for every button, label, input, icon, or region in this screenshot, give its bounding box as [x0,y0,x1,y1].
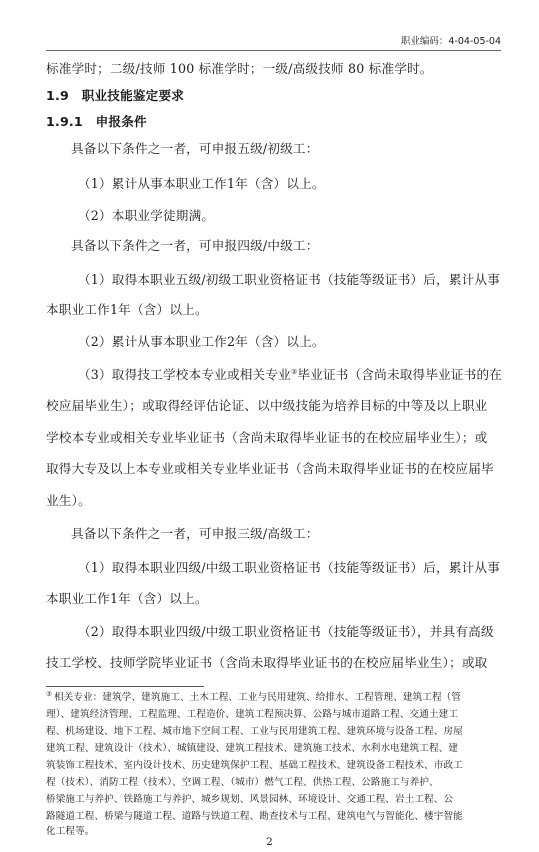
footnote-line: 桥梁施工与养护、铁路施工与养护、城乡规划、风景园林、环境设计、交通工程、岩土工程、公 [46,794,454,805]
text-line: （1）取得本职业四级/中级工职业资格证书（技能等级证书）后，累计从事 [78,560,501,575]
text-line: （1）取得本职业五级/初级工职业资格证书（技能等级证书）后，累计从事 [78,272,501,287]
text-line: 校应届毕业生）；或取得经评估论证、以中级技能为培养目标的中等及以上职业 [46,398,488,413]
text-line: 具备以下条件之一者，可申报五级/初级工： [71,141,319,156]
text-line: 业生）。 [46,493,91,508]
subsection-heading: 1.9.1 申报条件 [46,114,147,129]
page-number: 2 [266,836,273,848]
text-line: 本职业工作1年（含）以上。 [46,591,208,606]
footnote-reference[interactable]: ③ [290,367,298,376]
text-line: 具备以下条件之一者，可申报三级/高级工： [71,526,319,541]
text-line: （2）本职业学徒期满。 [78,208,215,223]
footnote-divider [46,686,204,687]
footnote-marker: ③ [46,689,52,698]
text-line: 技工学校、技师学院毕业证书（含尚未取得毕业证书的在校应届毕业生）；或取 [46,655,488,670]
text-segment: 毕业证书（含尚未取得毕业证书的在 [297,367,503,382]
footnote-line: 理）、建筑经济管理、工程监理、工程造价、建筑工程预决算、公路与城市道路工程、交通土建工 [46,709,459,720]
text-line-with-footnote [78,367,502,383]
text-line: （2）取得本职业四级/中级工职业资格证书（技能等级证书），并具有高级 [78,624,494,639]
text-line: 具备以下条件之一者，可申报四级/中级工： [71,238,319,253]
text-line: 学校本专业或相关专业毕业证书（含尚未取得毕业证书的在校应届毕业生）；或 [46,430,488,445]
text-segment: （3）取得技工学校本专业或相关专业 [78,367,291,382]
section-heading: 1.9 职业技能鉴定要求 [46,88,185,103]
footnote-line: 程（技术）、消防工程（技术）、空调工程、（城市）燃气工程、供热工程、公路施工与养护、 [46,777,439,788]
header-divider [46,50,501,51]
footnote-line: 筑装饰工程技术、室内设计技术、历史建筑保护工程、基础工程技术、建筑设备工程技术、市政工 [46,760,463,771]
text-line: （2）累计从事本职业工作2年（含）以上。 [78,334,325,349]
footnote-line: 化工程等。 [46,826,95,837]
occupation-code: 职业编码：4-04-05-04 [400,36,501,47]
footnote-line: 程、机场建设、地下工程、城市地下空间工程、工业与民用建筑工程、建筑环境与设备工程、房屋 [46,726,463,737]
footnote-text: 相关专业：建筑学、建筑施工、土木工程、工业与民用建筑、给排水、工程管理、建筑工程（管 [53,692,462,703]
footnote-line: 建筑工程、建筑设计（技术）、城镇建设、建筑工程技术、建筑施工技术、水利水电建筑工程、建 [46,743,459,754]
text-line: 取得大专及以上本专业或相关专业毕业证书（含尚未取得毕业证书的在校应届毕 [46,461,494,476]
text-line: 标准学时；二级/技师 100 标准学时；一级/高级技师 80 标准学时。 [46,61,433,76]
footnote-line: 路隧道工程、桥梁与隧道工程、道路与铁道工程、勘查技术与工程、建筑电气与智能化、楼宇智能 [46,811,463,822]
text-line: 本职业工作1年（含）以上。 [46,302,208,317]
text-line: （1）累计从事本职业工作1年（含）以上。 [78,176,325,191]
footnote-line [46,689,462,704]
